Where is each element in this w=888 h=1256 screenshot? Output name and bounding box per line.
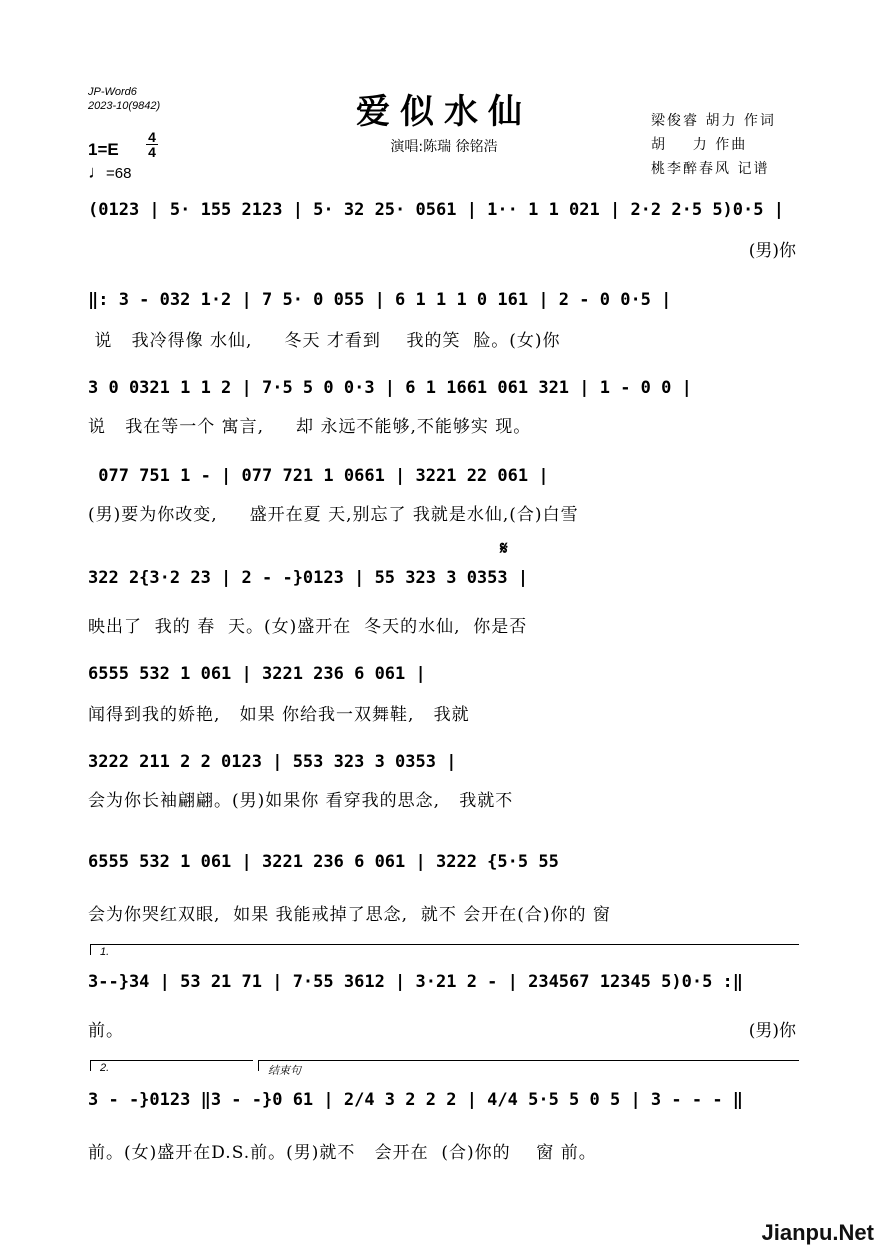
lyrics-line-6: 闻得到我的娇艳, 如果 你给我一双舞鞋, 我就	[88, 705, 470, 725]
quarter-note-icon: ♩	[88, 162, 106, 182]
singer-credit: 演唱:陈瑞 徐铭浩	[390, 139, 498, 155]
music-line-10: 3 - -}0123 ‖3 - -}0 61 | 2/4 3 2 2 2 | 4/4 5·5 5 0 5 | 3 - - - ‖	[88, 1090, 744, 1110]
lyrics-line-10: 前。(女)盛开在D.S.前。(男)就不 会开在 (合)你的 窗 前。	[88, 1143, 597, 1163]
lyrics-line-3: 说 我在等一个 寓言, 却 永远不能够,不能够实 现。	[88, 417, 532, 437]
version-label: 2023-10(9842)	[88, 100, 161, 112]
software-label: JP-Word6	[88, 86, 137, 98]
lyrics-right-1: (男)你	[748, 241, 796, 261]
tempo-value: =68	[106, 165, 132, 182]
music-line-9: 3--}34 | 53 21 71 | 7·55 3612 | 3·21 2 - | 234567 12345 5)0·5 :‖	[88, 972, 744, 992]
lyrics-line-2: 说 我冷得像 水仙, 冬天 才看到 我的笑 脸。(女)你	[88, 331, 561, 351]
lyrics-line-5: 映出了 我的 春 天。(女)盛开在 冬天的水仙, 你是否	[88, 617, 528, 637]
music-line-3: 3 0 0321 1 1 2 | 7·5 5 0 0·3 | 6 1 1661 061 321 | 1 - 0 0 |	[88, 378, 692, 398]
first-ending-bracket	[90, 944, 799, 955]
tempo-marking	[88, 162, 131, 183]
lyrics-line-7: 会为你长袖翩翩。(男)如果你 看穿我的思念, 我就不	[88, 791, 514, 811]
second-ending-bracket	[90, 1060, 253, 1071]
music-line-5: 322 2{3·2 23 | 2 - -}0123 | 55 323 3 0353 |	[88, 568, 529, 588]
lyricist-credit: 梁俊睿 胡力 作词	[651, 113, 776, 129]
transcriber-credit: 桃李醉春风 记谱	[651, 161, 770, 177]
music-line-8: 6555 532 1 061 | 3221 236 6 061 | 3222 {5·5 55	[88, 852, 559, 872]
lyrics-line-4: (男)要为你改变, 盛开在夏 天,别忘了 我就是水仙,(合)白雪	[88, 505, 579, 525]
song-title: 爱似水仙	[356, 92, 532, 132]
second-ending-label: 2.	[100, 1062, 110, 1074]
coda-bracket	[258, 1060, 799, 1071]
coda-label: 结束句	[268, 1065, 301, 1077]
music-line-1: (0123 | 5· 155 2123 | 5· 32 25· 0561 | 1·· 1 1 021 | 2·2 2·5 5)0·5 |	[88, 200, 784, 220]
time-sig-bottom: 4	[148, 144, 156, 160]
key-signature: 1=E	[88, 140, 119, 159]
site-watermark: Jianpu.Net	[761, 1220, 874, 1245]
lyrics-line-9: 前。	[88, 1021, 124, 1041]
music-line-4: 077 751 1 - | 077 721 1 0661 | 3221 22 061 |	[88, 466, 549, 486]
time-signature	[146, 130, 158, 159]
music-line-2: ‖: 3 - 032 1·2 | 7 5· 0 055 | 6 1 1 1 0 161 | 2 - 0 0·5 |	[88, 290, 672, 310]
lyrics-right-9: (男)你	[748, 1021, 796, 1041]
music-line-6: 6555 532 1 061 | 3221 236 6 061 |	[88, 664, 426, 684]
lyrics-line-8: 会为你哭红双眼, 如果 我能戒掉了思念, 就不 会开在(合)你的 窗	[88, 905, 611, 925]
time-sig-top: 4	[148, 129, 156, 145]
segno-sign: 𝄋	[500, 538, 508, 559]
music-line-7: 3222 211 2 2 0123 | 553 323 3 0353 |	[88, 752, 457, 772]
first-ending-label: 1.	[100, 946, 110, 958]
composer-credit: 胡 力 作曲	[651, 137, 748, 153]
